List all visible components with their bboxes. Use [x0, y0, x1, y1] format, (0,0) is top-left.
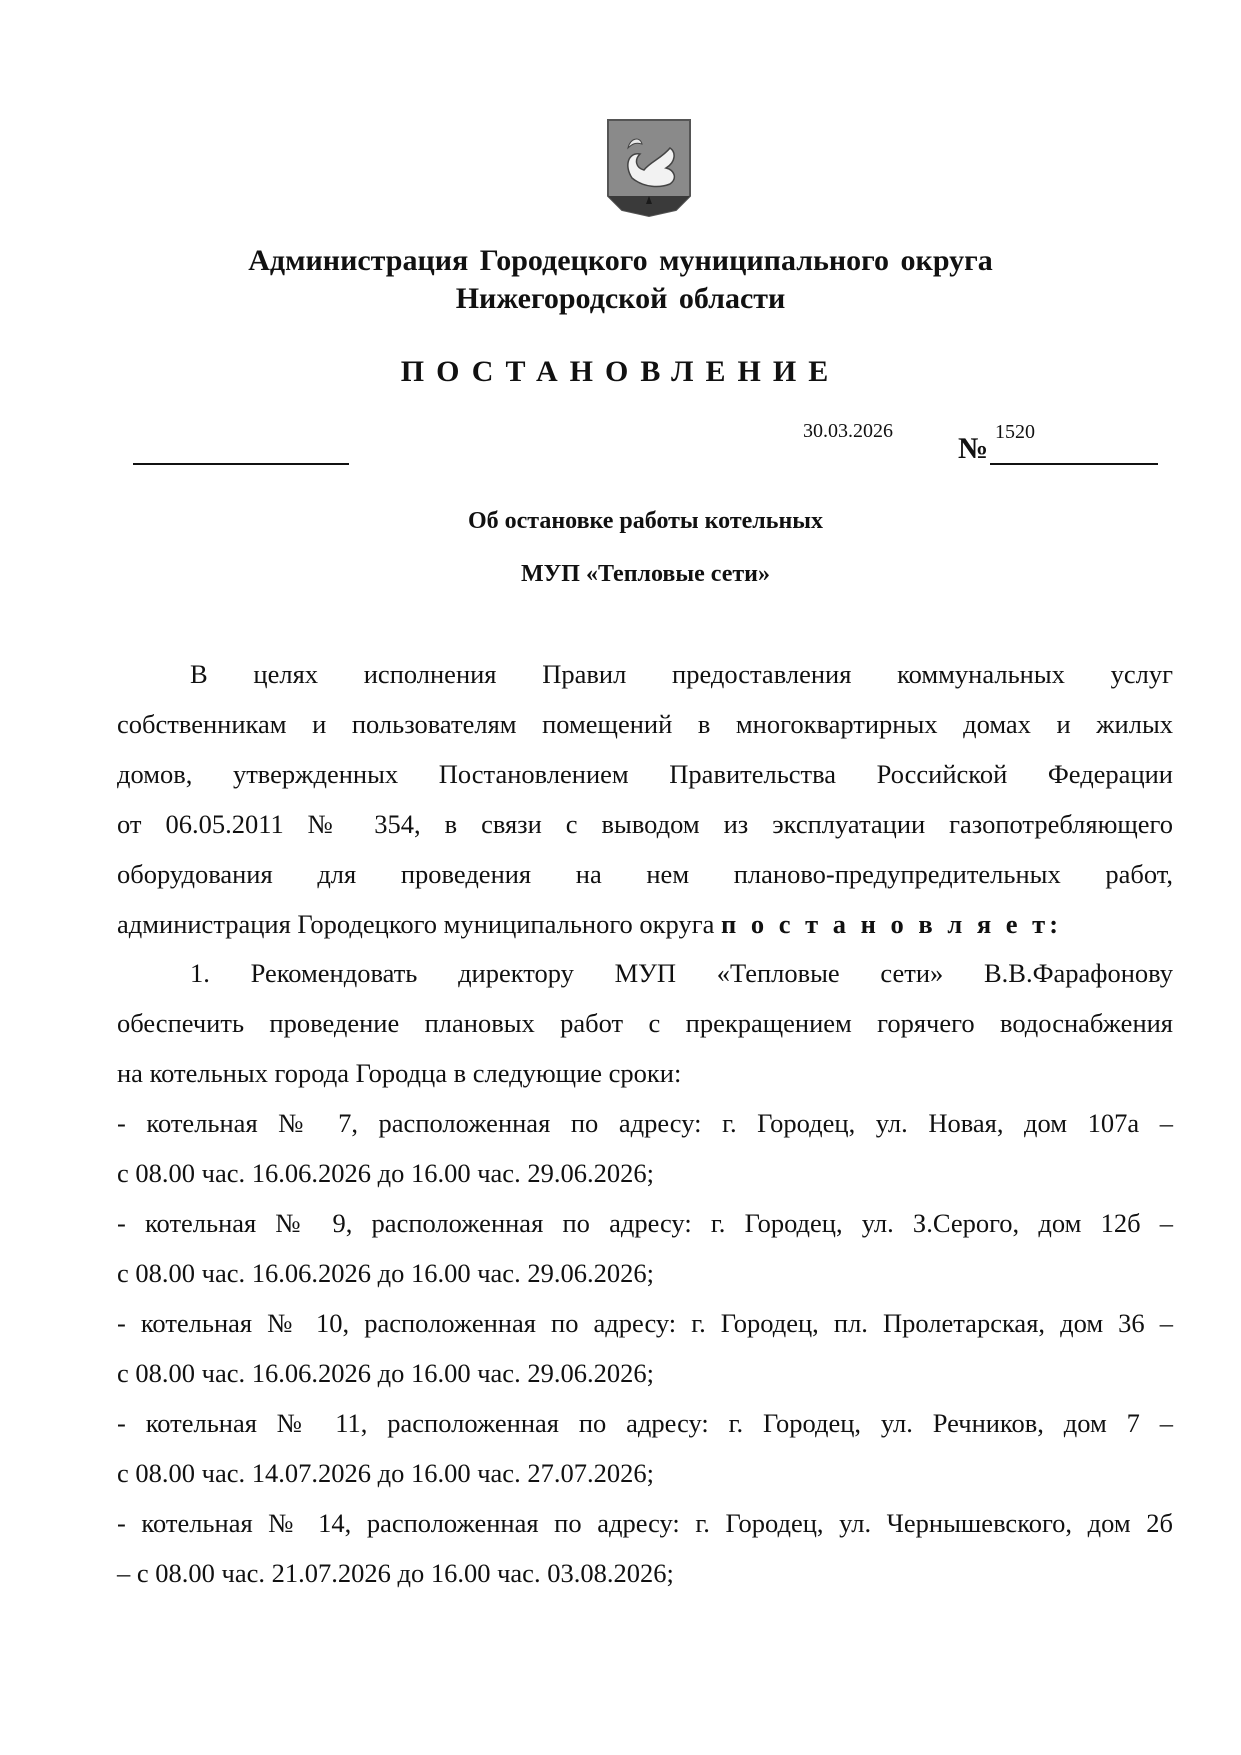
body-line: с 08.00 час. 16.06.2026 до 16.00 час. 29.06.2026;: [117, 1358, 654, 1388]
body-line: домов, утвержденных Постановлением Правительства Российской Федерации: [117, 759, 1173, 789]
body-line: - котельная № 11, расположенная по адресу: г. Городец, ул. Речников, дом 7 –: [117, 1408, 1173, 1438]
document-type-title: ПОСТАНОВЛЕНИЕ: [400, 355, 841, 388]
coat-of-arms-emblem: [606, 118, 692, 218]
body-line: [117, 907, 1173, 941]
body-line: на котельных города Городца в следующие сроки:: [117, 1058, 682, 1088]
body-line: от 06.05.2011 № 354, в связи с выводом из эксплуатации газопотребляющего: [117, 809, 1173, 839]
body-line: с 08.00 час. 14.07.2026 до 16.00 час. 27.07.2026;: [117, 1458, 654, 1488]
document-number: 1520: [995, 421, 1035, 443]
resolves-word: п о с т а н о в л я е т:: [720, 909, 1063, 939]
body-line: собственникам и пользователям помещений в многоквартирных домах и жилых: [117, 709, 1173, 739]
document-number-sign: №: [958, 432, 989, 465]
body-line: оборудования для проведения на нем планово-предупредительных работ,: [117, 859, 1173, 889]
subject-line-1: Об остановке работы котельных: [467, 508, 824, 534]
body-line: - котельная № 9, расположенная по адресу: г. Городец, ул. З.Серого, дом 12б –: [117, 1208, 1173, 1238]
document-date: 30.03.2026: [803, 420, 893, 442]
body-line: с 08.00 час. 16.06.2026 до 16.00 час. 29.06.2026;: [117, 1258, 654, 1288]
body-line: обеспечить проведение плановых работ с прекращением горячего водоснабжения: [117, 1008, 1173, 1038]
body-line: - котельная № 10, расположенная по адресу: г. Городец, пл. Пролетарская, дом 36 –: [117, 1308, 1173, 1338]
body-line: В целях исполнения Правил предоставления коммунальных услуг: [190, 659, 1173, 689]
body-line: с 08.00 час. 16.06.2026 до 16.00 час. 29.06.2026;: [117, 1158, 654, 1188]
body-line: – с 08.00 час. 21.07.2026 до 16.00 час. 03.08.2026;: [117, 1558, 674, 1588]
organization-name-line-1: Администрация Городецкого муниципального округа: [248, 244, 993, 277]
date-underline: [133, 463, 349, 465]
body-line: 1. Рекомендовать директору МУП «Тепловые сети» В.В.Фарафонову: [190, 958, 1173, 988]
body-line-text: администрация Городецкого муниципального округа: [117, 909, 721, 939]
body-line: - котельная № 14, расположенная по адресу: г. Городец, ул. Чернышевского, дом 2б: [117, 1508, 1173, 1538]
organization-name-line-2: Нижегородской области: [455, 282, 786, 315]
body-line: - котельная № 7, расположенная по адресу: г. Городец, ул. Новая, дом 107а –: [117, 1108, 1173, 1138]
subject-line-2: МУП «Тепловые сети»: [521, 561, 770, 587]
number-underline: [990, 463, 1158, 465]
